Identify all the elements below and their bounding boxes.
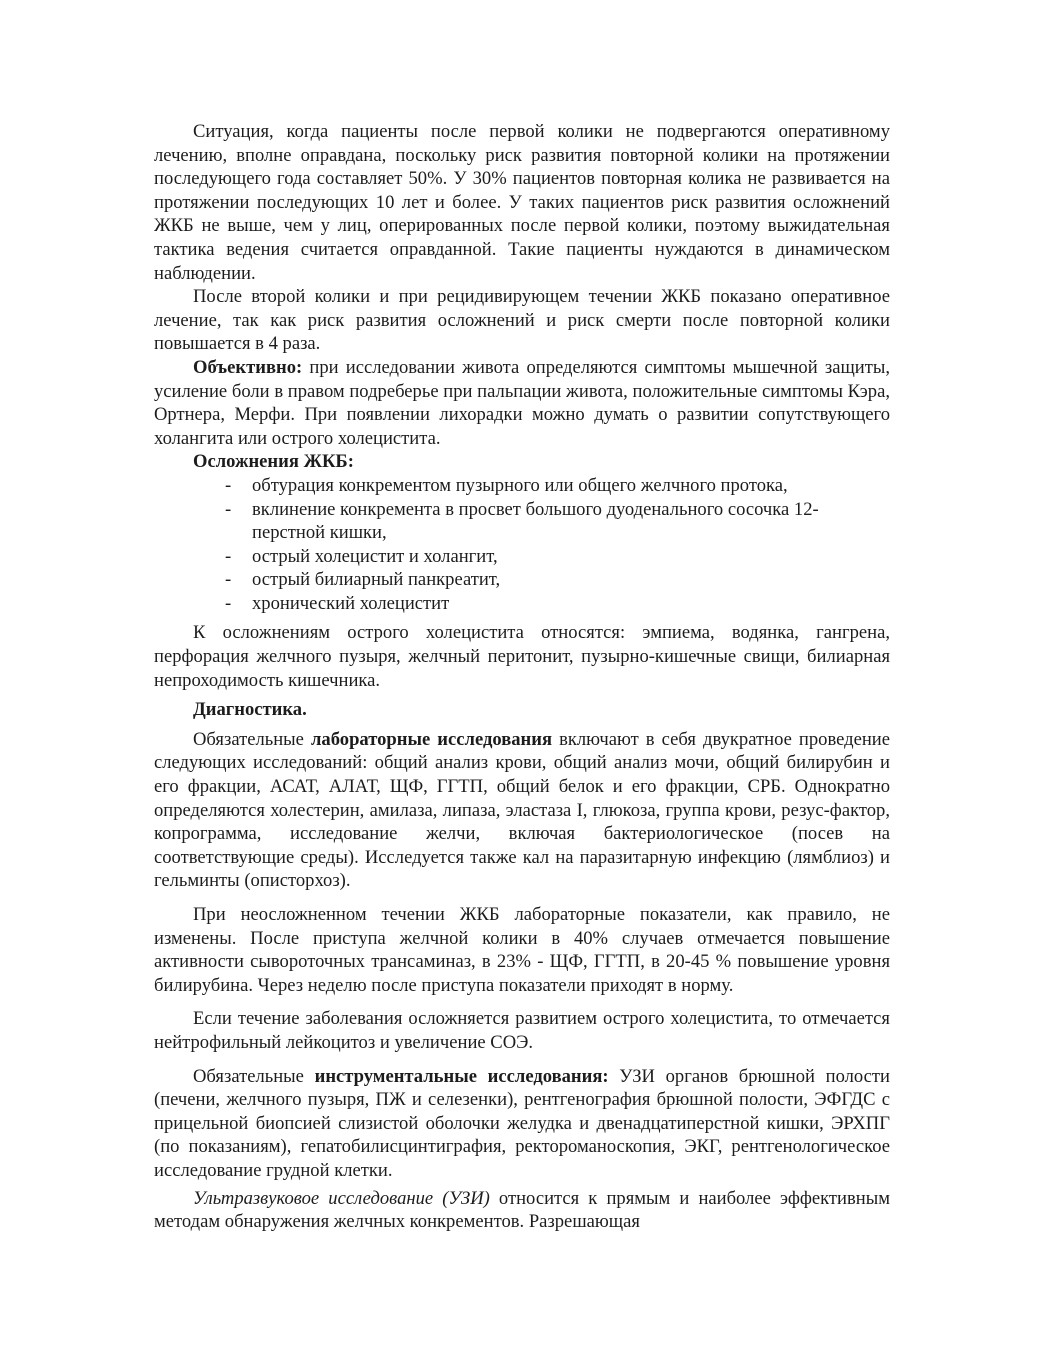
- list-item: - хронический холецистит: [225, 592, 450, 614]
- instrumental-tests-label: инструментальные исследования:: [314, 1065, 609, 1087]
- complications-heading: Осложнения ЖКБ:: [193, 451, 354, 473]
- paragraph-complicated-course: Если течение заболевания осложняется развитием острого холецистита, то отмечается нейтрофильный лейкоцитоз и увеличение СОЭ.: [154, 1008, 890, 1053]
- objective-label: Объективно:: [193, 356, 303, 378]
- paragraph-surgery-indication: После второй колики и при рецидивирующем течении ЖКБ показано оперативное лечение, так как риск развития осложнений и риск смерти после повторной колики повышается в 4 раза.: [154, 286, 890, 355]
- list-marker: -: [225, 569, 232, 591]
- ultrasound-label: Ультразвуковое исследование (УЗИ): [193, 1187, 490, 1209]
- list-item: - обтурация конкрементом пузырного или общего желчного протока,: [225, 474, 788, 496]
- list-marker: -: [225, 474, 232, 496]
- complications-list: [154, 474, 890, 616]
- paragraph-lab-tests: Обязательные лабораторные исследования включают в себя двукратное проведение следующих исследований: общий анализ крови, общий анализ мочи, общий билирубин и его фракции, АСАТ, АЛАТ, ЩФ, ГГТП, общий белок и его фракции, СРБ. Однократно определяются холестерин, амилаза, липаза, эластаза I, глюкоза, группа крови, резус-фактор, копрограмма, исследование желчи, включая бактериологическое (посев на соответствующие среды). Исследуется также кал на паразитарную инфекцию (лямблиоз) и гельминты (описторхоз).: [154, 728, 890, 892]
- paragraph-uncomplicated-course: При неосложненном течении ЖКБ лабораторные показатели, как правило, не изменены. После приступа желчной колики в 40% случаев отмечается повышение активности сывороточных трансаминаз, в 23% - ЩФ, ГГТП, в 20-45 % повышение уровня билирубина. Через неделю после приступа показатели приходят в норму.: [154, 904, 890, 996]
- list-marker: -: [225, 498, 232, 520]
- diagnostics-heading: Диагностика.: [193, 699, 307, 721]
- objective-text: при исследовании живота определяются симптомы мышечной защиты, усиление боли в правом подреберье при пальпации живота, положительные симптомы Кэра, Ортнера, Мерфи. При появлении лихорадки можно думать о развитии сопутствующего холангита или острого холецистита.: [154, 356, 890, 449]
- paragraph-colic-observation: Ситуация, когда пациенты после первой колики не подвергаются оперативному лечению, вполне оправдана, поскольку риск развития повторной колики на протяжении последующего года составляет 50%. У 30% пациентов повторная колика не развивается на протяжении последующих 10 лет и более. У таких пациентов риск развития осложнений ЖКБ не выше, чем у лиц, оперированных после первой колики, поэтому выжидательная тактика ведения считается оправданной. Такие пациенты нуждаются в динамическом наблюдении.: [154, 121, 890, 284]
- lab-tests-label: лабораторные исследования: [311, 728, 553, 750]
- list-marker: -: [225, 545, 232, 567]
- list-item: - острый холецистит и холангит,: [225, 545, 498, 567]
- list-marker: -: [225, 592, 232, 614]
- paragraph-instrumental-tests: Обязательные инструментальные исследования: УЗИ органов брюшной полости (печени, желчного пузыря, ПЖ и селезенки), рентгенография брюшной полости, ЭФГДС с прицельной биопсией слизистой оболочки желудка и двенадцатиперстной кишки, ЭРХПГ (по показаниям), гепатобилисцинтиграфия, ректороманоскопия, ЭКГ, рентгенологическое исследование грудной клетки.: [154, 1065, 890, 1181]
- document-page: [154, 120, 890, 1234]
- paragraph-acute-cholecystitis-complications: К осложнениям острого холецистита относятся: эмпиема, водянка, гангрена, перфорация желчного пузыря, желчный перитонит, пузырно-кишечные свищи, билиарная непроходимость кишечника.: [154, 622, 890, 691]
- list-item: - вклинение конкремента в просвет большого дуоденального сосочка 12-перстной кишки,: [225, 498, 819, 544]
- paragraph-objective-findings: [154, 356, 890, 450]
- paragraph-ultrasound: Ультразвуковое исследование (УЗИ) относится к прямым и наиболее эффективным методам обнаружения желчных конкрементов. Разрешающая: [154, 1187, 890, 1233]
- list-item: - острый билиарный панкреатит,: [225, 569, 501, 591]
